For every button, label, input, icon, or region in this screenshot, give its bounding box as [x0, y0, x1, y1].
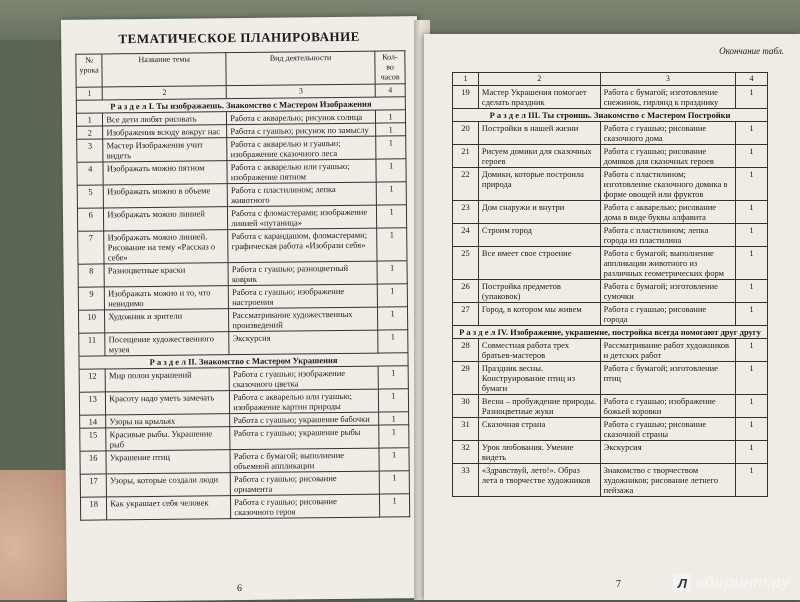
watermark — [673, 574, 790, 592]
lesson-activity: Работа с бумагой; изготовление птиц — [600, 362, 736, 395]
table-row — [453, 395, 768, 418]
table-row — [79, 307, 408, 333]
lesson-topic: Изображения всюду вокруг нас — [103, 125, 227, 139]
section-3-title: Р а з д е л III. Ты строишь. Знакомство с Мастером Постройки — [453, 109, 768, 122]
lesson-number: 20 — [453, 122, 479, 145]
lesson-topic: Изображать можно в объеме — [104, 184, 228, 208]
index-row — [453, 73, 768, 86]
index-cell: 4 — [736, 73, 768, 86]
table-row — [78, 228, 407, 264]
lesson-topic: Рисуем домики для сказочных героев — [478, 145, 600, 168]
table-row — [453, 122, 768, 145]
table-row — [453, 145, 768, 168]
lesson-activity: Работа с гуашью; рисование сказочной страны — [600, 418, 736, 441]
lesson-topic: Красивые рыбы. Украшение рыб — [106, 427, 230, 451]
lesson-number: 30 — [453, 395, 479, 418]
lesson-topic: Как украшает себя человек — [107, 496, 231, 520]
lesson-activity: Работа с пластилином; изготовление сказочного домика в форме овощей или фруктов — [600, 168, 736, 201]
lesson-hours: 1 — [379, 425, 409, 448]
table-row — [453, 86, 768, 109]
lesson-hours: 1 — [736, 303, 768, 326]
lesson-number: 23 — [453, 201, 479, 224]
lesson-number: 33 — [453, 464, 479, 497]
lesson-hours: 1 — [380, 494, 410, 517]
lesson-number: 31 — [453, 418, 479, 441]
lesson-activity: Рассматривание художественных произведений — [229, 307, 378, 332]
lesson-hours: 1 — [736, 441, 768, 464]
lesson-hours: 1 — [736, 464, 768, 497]
right-page — [424, 34, 800, 600]
index-cell: 1 — [453, 73, 479, 86]
lesson-number: 2 — [77, 126, 103, 139]
lesson-topic: Изображать можно и то, что невидимо — [105, 286, 229, 310]
lesson-topic: Красоту надо уметь замечать — [106, 391, 230, 415]
lesson-hours: 1 — [736, 395, 768, 418]
lesson-activity: Работа с гуашью; рисование города — [600, 303, 736, 326]
lesson-activity: Работа с гуашью; разноцветный коврик — [228, 261, 377, 286]
table-row — [453, 418, 768, 441]
page-number: 7 — [616, 579, 621, 590]
lesson-activity: Экскурсия — [600, 441, 736, 464]
table-row — [453, 362, 768, 395]
lesson-topic: Постройка предметов (упаковок) — [478, 280, 600, 303]
index-cell: 2 — [102, 86, 226, 100]
lesson-hours: 1 — [736, 339, 768, 362]
lesson-hours: 1 — [378, 330, 408, 353]
table-row — [453, 303, 768, 326]
lesson-number: 19 — [453, 86, 479, 109]
table-row — [77, 182, 406, 208]
lesson-activity: Знакомство с творчеством художников; рисование летнего пейзажа — [600, 464, 736, 497]
lesson-topic: Узоры на крыльях — [106, 414, 230, 428]
lesson-number: 5 — [77, 185, 104, 208]
lesson-activity: Работа с бумагой; изготовление снежинок, гирлянд к празднику — [600, 86, 736, 109]
lesson-hours: 1 — [736, 362, 768, 395]
lesson-number: 12 — [79, 369, 106, 392]
lesson-topic: «Здравствуй, лето!». Образ лета в творчестве художников — [478, 464, 600, 497]
lesson-topic: Весна – пробуждение природы. Разноцветные жуки — [478, 395, 600, 418]
table-row — [80, 448, 409, 474]
lesson-number: 10 — [79, 310, 106, 333]
lesson-number: 16 — [80, 451, 107, 474]
lesson-number: 28 — [453, 339, 479, 362]
lesson-number: 9 — [78, 287, 105, 310]
lesson-hours: 1 — [379, 412, 409, 425]
lesson-activity: Работа с гуашью; украшение рыбы — [230, 425, 379, 450]
lesson-hours: 1 — [736, 418, 768, 441]
lesson-activity: Экскурсия — [229, 330, 378, 355]
header-hours: Кол-во часов — [375, 51, 405, 84]
table-row — [78, 284, 407, 310]
table-row — [453, 168, 768, 201]
page-number: 6 — [236, 583, 242, 595]
lesson-topic: Украшение птиц — [106, 450, 230, 474]
lesson-activity: Работа с пластилином; лепка города из пластилина — [600, 224, 736, 247]
lesson-activity: Рассматривание работ художников и детских работ — [600, 339, 736, 362]
table-row — [77, 205, 406, 231]
table-row — [453, 247, 768, 280]
section-1-title: Р а з д е л I. Ты изображаешь. Знакомство с Мастером Изображения — [76, 97, 405, 113]
lesson-topic: Мастер Украшения помогает сделать праздник — [478, 86, 600, 109]
lesson-activity: Работа с гуашью; рисование домиков для сказочных героев — [600, 145, 736, 168]
section-row — [453, 326, 768, 339]
section-4-title: Р а з д е л IV. Изображение, украшение, постройка всегда помогают друг другу — [453, 326, 768, 339]
lesson-number: 27 — [453, 303, 479, 326]
table-row — [453, 441, 768, 464]
lesson-topic: Изображать можно линией — [104, 207, 228, 231]
lesson-hours: 1 — [376, 110, 406, 123]
table-row — [453, 224, 768, 247]
lesson-topic: Художник и зрители — [105, 309, 229, 333]
lesson-topic: Праздник весны. Конструирование птиц из бумаги — [478, 362, 600, 395]
lesson-activity: Работа с акварелью; рисунок солнца — [227, 110, 376, 125]
hand — [0, 470, 70, 600]
table-row — [80, 425, 409, 451]
lesson-number: 24 — [453, 224, 479, 247]
lesson-number: 11 — [79, 333, 106, 356]
lesson-number: 21 — [453, 145, 479, 168]
lesson-hours: 1 — [378, 307, 408, 330]
lesson-hours: 1 — [376, 136, 406, 159]
lesson-topic: Изображать можно пятном — [103, 161, 227, 185]
lesson-hours: 1 — [736, 224, 768, 247]
lesson-hours: 1 — [736, 122, 768, 145]
lesson-topic: Мир полон украшений — [105, 368, 229, 392]
page-title: ТЕМАТИЧЕСКОЕ ПЛАНИРОВАНИЕ — [118, 28, 360, 47]
table-row — [77, 136, 406, 162]
lesson-topic: Постройки в нашей жизни — [478, 122, 600, 145]
lesson-hours: 1 — [736, 168, 768, 201]
header-row — [76, 51, 405, 87]
header-topic: Название темы — [102, 53, 226, 87]
table-row — [80, 494, 409, 520]
lesson-activity: Работа с гуашью; рисование сказочного героя — [231, 494, 380, 519]
lesson-activity: Работа с гуашью; изображение божьей коровки — [600, 395, 736, 418]
lesson-number: 29 — [453, 362, 479, 395]
table-row — [79, 330, 408, 356]
plan-table-left — [75, 50, 410, 520]
table-row — [453, 339, 768, 362]
lesson-activity: Работа с гуашью; рисунок по замыслу — [227, 123, 376, 138]
lesson-topic: Узоры, которые создали люди — [107, 473, 231, 497]
lesson-topic: Строим город — [478, 224, 600, 247]
header-num: № урока — [76, 54, 103, 87]
lesson-activity: Работа с гуашью; рисование сказочного дома — [600, 122, 736, 145]
table-row — [79, 389, 408, 415]
lesson-hours: 1 — [376, 159, 406, 182]
lesson-topic: Город, в котором мы живем — [478, 303, 600, 326]
lesson-activity: Работа с акварелью или гуашью; изображение пятном — [227, 159, 376, 184]
lesson-activity: Работа с акварелью; рисование дома в виде буквы алфавита — [600, 201, 736, 224]
lesson-topic: Изображать можно линией. Рисование на тему «Рассказ о себе» — [104, 230, 228, 264]
lesson-topic: Разноцветные краски — [104, 263, 228, 287]
lesson-topic: Домики, которые построила природа — [478, 168, 600, 201]
lesson-number: 4 — [77, 162, 104, 185]
lesson-number: 22 — [453, 168, 479, 201]
table-row — [80, 471, 409, 497]
lesson-activity: Работа с фломастерами; изображение линией «путаница» — [228, 205, 377, 230]
lesson-hours: 1 — [379, 448, 409, 471]
lesson-activity: Работа с гуашью; рисование орнамента — [230, 471, 379, 496]
lesson-topic: Все дети любят рисовать — [103, 112, 227, 126]
continuation-label: Окончание табл. — [719, 46, 784, 56]
index-cell: 2 — [478, 73, 600, 86]
lesson-topic: Урок любования. Умение видеть — [478, 441, 600, 464]
section-2-title: Р а з д е л II. Знакомство с Мастером Украшения — [79, 353, 408, 369]
lesson-number: 32 — [453, 441, 479, 464]
left-page — [61, 16, 423, 602]
lesson-number: 26 — [453, 280, 479, 303]
lesson-number: 13 — [79, 392, 106, 415]
header-activity: Вид деятельности — [226, 51, 375, 86]
table-row — [77, 159, 406, 185]
lesson-number: 8 — [78, 264, 105, 287]
lesson-activity: Работа с акварелью или гуашью; изображение картин природы — [230, 389, 379, 414]
lesson-number: 15 — [80, 428, 107, 451]
lesson-hours: 1 — [376, 123, 406, 136]
index-cell: 1 — [76, 87, 102, 100]
table-row — [79, 366, 408, 392]
plan-table-right — [452, 72, 768, 497]
lesson-activity: Работа с пластилином; лепка животного — [227, 182, 376, 207]
lesson-hours: 1 — [736, 201, 768, 224]
table-row — [453, 201, 768, 224]
lesson-number: 6 — [77, 208, 104, 231]
lesson-activity: Работа с гуашью; украшение бабочки — [230, 412, 379, 427]
lesson-hours: 1 — [377, 228, 407, 261]
table-row — [78, 261, 407, 287]
table-row — [453, 464, 768, 497]
lesson-topic: Совместная работа трех братьев-мастеров — [478, 339, 600, 362]
index-cell: 3 — [226, 84, 375, 99]
lesson-hours: 1 — [378, 389, 408, 412]
lesson-hours: 1 — [376, 182, 406, 205]
lesson-hours: 1 — [736, 280, 768, 303]
lesson-number: 17 — [80, 474, 107, 497]
lesson-activity: Работа с бумагой; выполнение объемной аппликации — [230, 448, 379, 473]
index-cell: 4 — [375, 84, 405, 97]
lesson-hours: 1 — [379, 471, 409, 494]
lesson-topic: Мастер Изображения учит видеть — [103, 138, 227, 162]
lesson-number: 25 — [453, 247, 479, 280]
labirint-logo-icon: Л — [673, 574, 691, 592]
lesson-topic: Все имеет свое строение — [478, 247, 600, 280]
lesson-hours: 1 — [377, 261, 407, 284]
lesson-topic: Посещение художественного музея — [105, 332, 229, 356]
lesson-hours: 1 — [736, 247, 768, 280]
lesson-activity: Работа с акварелью и гуашью; изображение сказочного леса — [227, 136, 376, 161]
section-row — [453, 109, 768, 122]
lesson-hours: 1 — [378, 366, 408, 389]
lesson-number: 7 — [78, 231, 105, 264]
watermark-text: абиринт.ру — [695, 574, 790, 591]
lesson-hours: 1 — [736, 86, 768, 109]
lesson-activity: Работа с карандашом, фломастерами; графическая работа «Изобрази себя» — [228, 228, 377, 263]
lesson-number: 1 — [76, 113, 102, 126]
lesson-activity: Работа с гуашью; изображение сказочного цветка — [229, 366, 378, 391]
lesson-hours: 1 — [377, 284, 407, 307]
lesson-topic: Дом снаружи и внутри — [478, 201, 600, 224]
lesson-hours: 1 — [377, 205, 407, 228]
lesson-number: 14 — [80, 415, 106, 428]
table-row — [453, 280, 768, 303]
lesson-hours: 1 — [736, 145, 768, 168]
index-cell: 3 — [600, 73, 736, 86]
lesson-activity: Работа с бумагой; выполнение аппликации животного из различных геометрических форм — [600, 247, 736, 280]
lesson-activity: Работа с гуашью; изображение настроения — [228, 284, 377, 309]
lesson-number: 18 — [80, 497, 107, 520]
lesson-number: 3 — [77, 139, 104, 162]
lesson-topic: Сказочная страна — [478, 418, 600, 441]
lesson-activity: Работа с бумагой; изготовление сумочки — [600, 280, 736, 303]
